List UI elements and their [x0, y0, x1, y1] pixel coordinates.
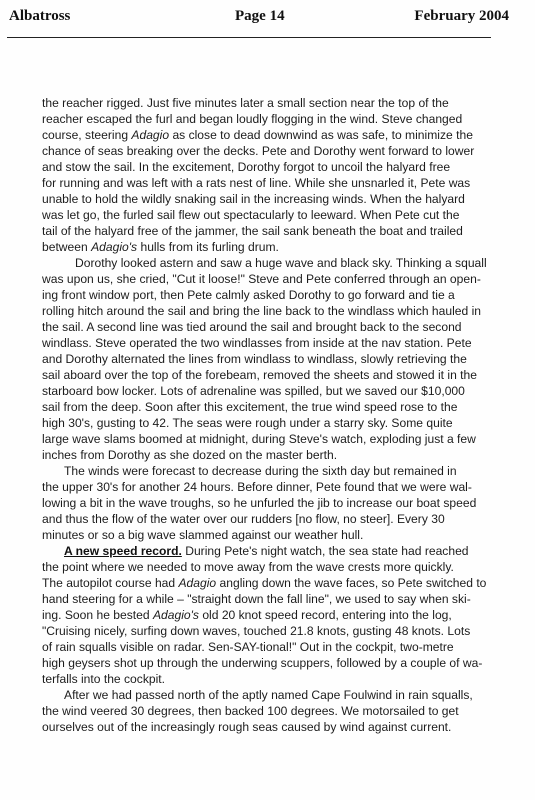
text-line: for running and was left with a rats nest of line. While she unsnarled it, Pete was: [42, 176, 471, 190]
text-line: course, steering Adagio as close to dead downwind as was safe, to minimize the: [42, 128, 473, 142]
section-heading-speed-record: A new speed record.: [64, 544, 182, 558]
text-line: of rain squalls visible on radar. Sen-SAY-tional!" Out in the cockpit, two-metre: [42, 640, 454, 654]
paragraph-start-line: A new speed record. During Pete's night watch, the sea state had reached: [64, 544, 469, 558]
text-line: high 30's, gusting to 42. The seas were rough under a starry sky. Some quite: [42, 416, 453, 430]
text-line: reacher escaped the furl and began loudly flogging in the wind. Steve changed: [42, 112, 463, 126]
text-line: high geysers shot up through the underwing scuppers, followed by a couple of wa-: [42, 656, 483, 670]
text-line: ing front window port, then Pete calmly asked Dorothy to go forward and tie a: [42, 288, 455, 302]
boat-name: Adagio's: [91, 240, 138, 254]
text-line: ing. Soon he bested Adagio's old 20 knot speed record, entering into the log,: [42, 608, 452, 622]
paragraph-start-line: Dorothy looked astern and saw a huge wave and black sky. Thinking a squall: [75, 256, 487, 270]
text-line: large wave slams boomed at midnight, during Steve's watch, exploding just a few: [42, 432, 476, 446]
boat-name: Adagio: [178, 576, 217, 590]
text-line: sail aboard over the top of the forebeam, removed the sheets and stowed it in the: [42, 368, 477, 382]
text-line: The autopilot course had Adagio angling down the wave faces, so Pete switched to: [42, 576, 487, 590]
boat-name: Adagio: [131, 128, 170, 142]
text-line: the reacher rigged. Just five minutes later a small section near the top of the: [42, 96, 449, 110]
header-rule: [7, 37, 491, 38]
text-line: minutes or so a big wave slammed against our weather hull.: [42, 528, 364, 542]
text-line: the upper 30's for another 24 hours. Before dinner, Pete found that we were wal-: [42, 480, 472, 494]
page-header: [0, 0, 535, 40]
text-line: chance of seas breaking over the decks. Pete and Dorothy went forward to lower: [42, 144, 475, 158]
text-line: between Adagio's hulls from its furling drum.: [42, 240, 279, 254]
text-line: the sail. A second line was tied around the sail and brought back to the second: [42, 320, 462, 334]
paragraph-start-line: The winds were forecast to decrease during the sixth day but remained in: [64, 464, 457, 478]
issue-date: February 2004: [414, 8, 509, 24]
text-line: the wind veered 30 degrees, then backed 100 degrees. We motorsailed to get: [42, 704, 459, 718]
text-line: was upon us, she cried, "Cut it loose!" Steve and Pete conferred through an open-: [42, 272, 481, 286]
text-line: ourselves out of the increasingly rough seas caused by wind against current.: [42, 720, 452, 734]
boat-name: Adagio's: [152, 608, 199, 622]
publication-title: Albatross: [9, 8, 71, 24]
text-line: inches from Dorothy as she dozed on the master berth.: [42, 448, 338, 462]
text-line: starboard bow locker. Lots of adrenaline was spilled, but we saved our $10,000: [42, 384, 465, 398]
text-line: terfalls into the cockpit.: [42, 672, 166, 686]
text-line: rolling hitch around the sail and bring the line back to the windlass which hauled in: [42, 304, 482, 318]
text-line: the point where we needed to move away from the wave crests more quickly.: [42, 560, 454, 574]
text-line: was let go, the furled sail flew out spectacularly to leeward. When Pete cut the: [42, 208, 460, 222]
text-line: sail from the deep. Soon after this excitement, the true wind speed rose to the: [42, 400, 458, 414]
paragraph-start-line: After we had passed north of the aptly named Cape Foulwind in rain squalls,: [64, 688, 473, 702]
text-line: windlass. Steve operated the two windlasses from inside at the nav station. Pete: [42, 336, 472, 350]
text-line: and stow the sail. In the excitement, Dorothy forgot to uncoil the halyard free: [42, 160, 451, 174]
page-number: Page 14: [235, 8, 285, 24]
text-line: lowing a bit in the wave troughs, so he unfurled the jib to increase our boat speed: [42, 496, 477, 510]
text-line: and Dorothy alternated the lines from windlass to windlass, slowly retrieving the: [42, 352, 467, 366]
article-body: [42, 95, 487, 735]
text-line: tail of the halyard free of the jammer, the sail sank beneath the boat and trailed: [42, 224, 463, 238]
text-line: hand steering for a while – "straight down the fall line", we used to say when ski-: [42, 592, 471, 606]
text-line: and thus the flow of the water over our rudders [no flow, no steer]. Every 30: [42, 512, 445, 526]
text-line: unable to hold the wildly snaking sail in the increasing winds. When the halyard: [42, 192, 465, 206]
text-line: "Cruising nicely, surfing down waves, touched 21.8 knots, gusting 48 knots. Lots: [42, 624, 471, 638]
